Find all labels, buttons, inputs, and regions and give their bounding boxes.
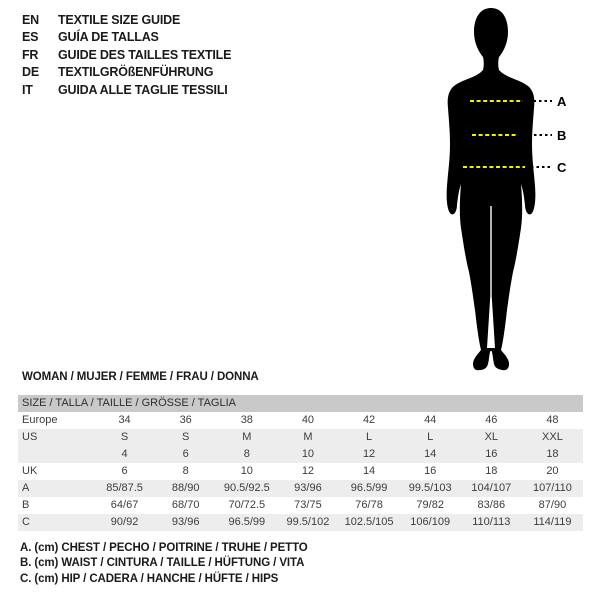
table-cell: 90.5/92.5 bbox=[223, 482, 270, 494]
table-cell: 110/113 bbox=[472, 516, 511, 528]
table-cell: S bbox=[182, 431, 190, 443]
language-row bbox=[22, 47, 231, 64]
table-cell: 12 bbox=[362, 448, 376, 460]
language-row bbox=[22, 82, 231, 99]
table-cell: 16 bbox=[424, 465, 437, 477]
table-row-label bbox=[18, 446, 94, 463]
table-cell: 79/82 bbox=[416, 499, 444, 511]
language-code: FR bbox=[22, 47, 39, 62]
table-cell: 88/90 bbox=[171, 482, 200, 494]
table-cell: 96.5/99 bbox=[350, 482, 388, 494]
table-cell: 36 bbox=[179, 414, 192, 426]
table-cell: 34 bbox=[118, 414, 131, 426]
table-cell: 99.5/103 bbox=[408, 482, 452, 494]
table-row-label: A bbox=[22, 482, 30, 494]
legend-line: C. (cm) HIP / CADERA / HANCHE / HÜFTE / HIPS bbox=[20, 572, 279, 585]
table-cell: M bbox=[303, 431, 313, 443]
table-cell: XXL bbox=[542, 431, 563, 443]
table-cell: 10 bbox=[240, 465, 253, 477]
table-cell: 44 bbox=[424, 414, 437, 426]
table-cell: 85/87.5 bbox=[106, 482, 143, 494]
language-row bbox=[22, 12, 231, 29]
table-row-label: Europe bbox=[22, 414, 58, 426]
table-cell: 73/75 bbox=[294, 499, 322, 511]
language-row bbox=[22, 29, 231, 46]
table-cell: 6 bbox=[121, 465, 128, 477]
table-cell: 4 bbox=[121, 448, 128, 460]
table-cell: 70/72.5 bbox=[228, 499, 266, 511]
waist-marker-label: B bbox=[557, 128, 567, 143]
language-title: GUIDE DES TAILLES TEXTILE bbox=[58, 47, 232, 62]
size-table-header: SIZE / TALLA / TAILLE / GRÖSSE / TAGLIA bbox=[18, 395, 583, 412]
table-cell: 104/107 bbox=[471, 482, 512, 494]
language-title: TEXTILGRÖßENFÜHRUNG bbox=[58, 65, 214, 80]
table-cell: 10 bbox=[301, 448, 315, 460]
woman-silhouette-figure bbox=[406, 0, 576, 380]
legend-line: A. (cm) CHEST / PECHO / POITRINE / TRUHE / PETTO bbox=[20, 542, 308, 554]
table-cell: 64/67 bbox=[110, 499, 139, 511]
table-cell: 99.5/102 bbox=[286, 516, 330, 528]
table-cell: 46 bbox=[485, 414, 498, 426]
table-cell: 114/119 bbox=[533, 516, 572, 528]
table-cell: 106/109 bbox=[410, 516, 451, 528]
language-title: GUÍA DE TALLAS bbox=[58, 30, 159, 45]
language-code: DE bbox=[22, 65, 39, 80]
table-cell: 12 bbox=[301, 465, 315, 477]
table-row-label: US bbox=[22, 431, 38, 443]
table-row-label: B bbox=[22, 499, 30, 511]
table-row bbox=[18, 429, 583, 446]
table-cell: 14 bbox=[362, 465, 376, 477]
table-cell: 76/78 bbox=[355, 499, 383, 511]
language-title: TEXTILE SIZE GUIDE bbox=[58, 13, 181, 27]
size-table bbox=[18, 395, 583, 531]
chest-marker-label: A bbox=[557, 94, 567, 109]
table-row bbox=[18, 497, 583, 514]
table-cell: 102.5/105 bbox=[344, 516, 394, 528]
table-row bbox=[18, 480, 583, 497]
table-cell: 18 bbox=[485, 465, 498, 477]
table-cell: 90/92 bbox=[110, 516, 139, 528]
table-cell: 8 bbox=[182, 465, 189, 477]
table-row bbox=[18, 446, 583, 463]
table-cell: 40 bbox=[301, 414, 315, 426]
table-cell: 68/70 bbox=[171, 499, 200, 511]
table-cell: 18 bbox=[546, 448, 559, 460]
table-cell: 16 bbox=[485, 448, 498, 460]
language-code: EN bbox=[22, 13, 39, 27]
table-cell: 96.5/99 bbox=[228, 516, 266, 528]
table-group-title: WOMAN / MUJER / FEMME / FRAU / DONNA bbox=[22, 371, 259, 383]
table-row bbox=[18, 514, 583, 531]
table-cell: 42 bbox=[362, 414, 376, 426]
table-row-label: C bbox=[22, 516, 30, 528]
table-cell: 93/96 bbox=[294, 482, 322, 494]
table-cell: XL bbox=[484, 431, 499, 443]
table-cell: S bbox=[120, 431, 129, 443]
language-row bbox=[22, 64, 231, 81]
table-cell: 93/96 bbox=[171, 516, 200, 528]
language-code: IT bbox=[22, 82, 33, 97]
table-row-label: UK bbox=[22, 465, 38, 477]
table-row bbox=[18, 463, 583, 480]
table-row bbox=[18, 412, 583, 429]
language-title: GUIDA ALLE TAGLIE TESSILI bbox=[58, 82, 228, 97]
table-cell: L bbox=[427, 431, 434, 443]
table-cell: 38 bbox=[240, 414, 253, 426]
table-cell: L bbox=[366, 431, 373, 443]
table-cell: 107/110 bbox=[532, 482, 572, 494]
table-cell: 6 bbox=[182, 448, 189, 460]
hip-marker-label: C bbox=[557, 160, 567, 175]
table-cell: 87/90 bbox=[538, 499, 567, 511]
table-cell: 48 bbox=[546, 414, 559, 426]
table-cell: 83/86 bbox=[477, 499, 506, 511]
table-cell: 20 bbox=[546, 465, 559, 477]
table-cell: M bbox=[242, 431, 252, 443]
measurement-legend bbox=[20, 541, 308, 587]
legend-line: B. (cm) WAIST / CINTURA / TAILLE / HÜFTUNG / VITA bbox=[20, 557, 305, 570]
language-code: ES bbox=[22, 30, 39, 45]
language-title-list bbox=[22, 12, 231, 99]
table-cell: 8 bbox=[243, 448, 250, 460]
table-cell: 14 bbox=[424, 448, 437, 460]
